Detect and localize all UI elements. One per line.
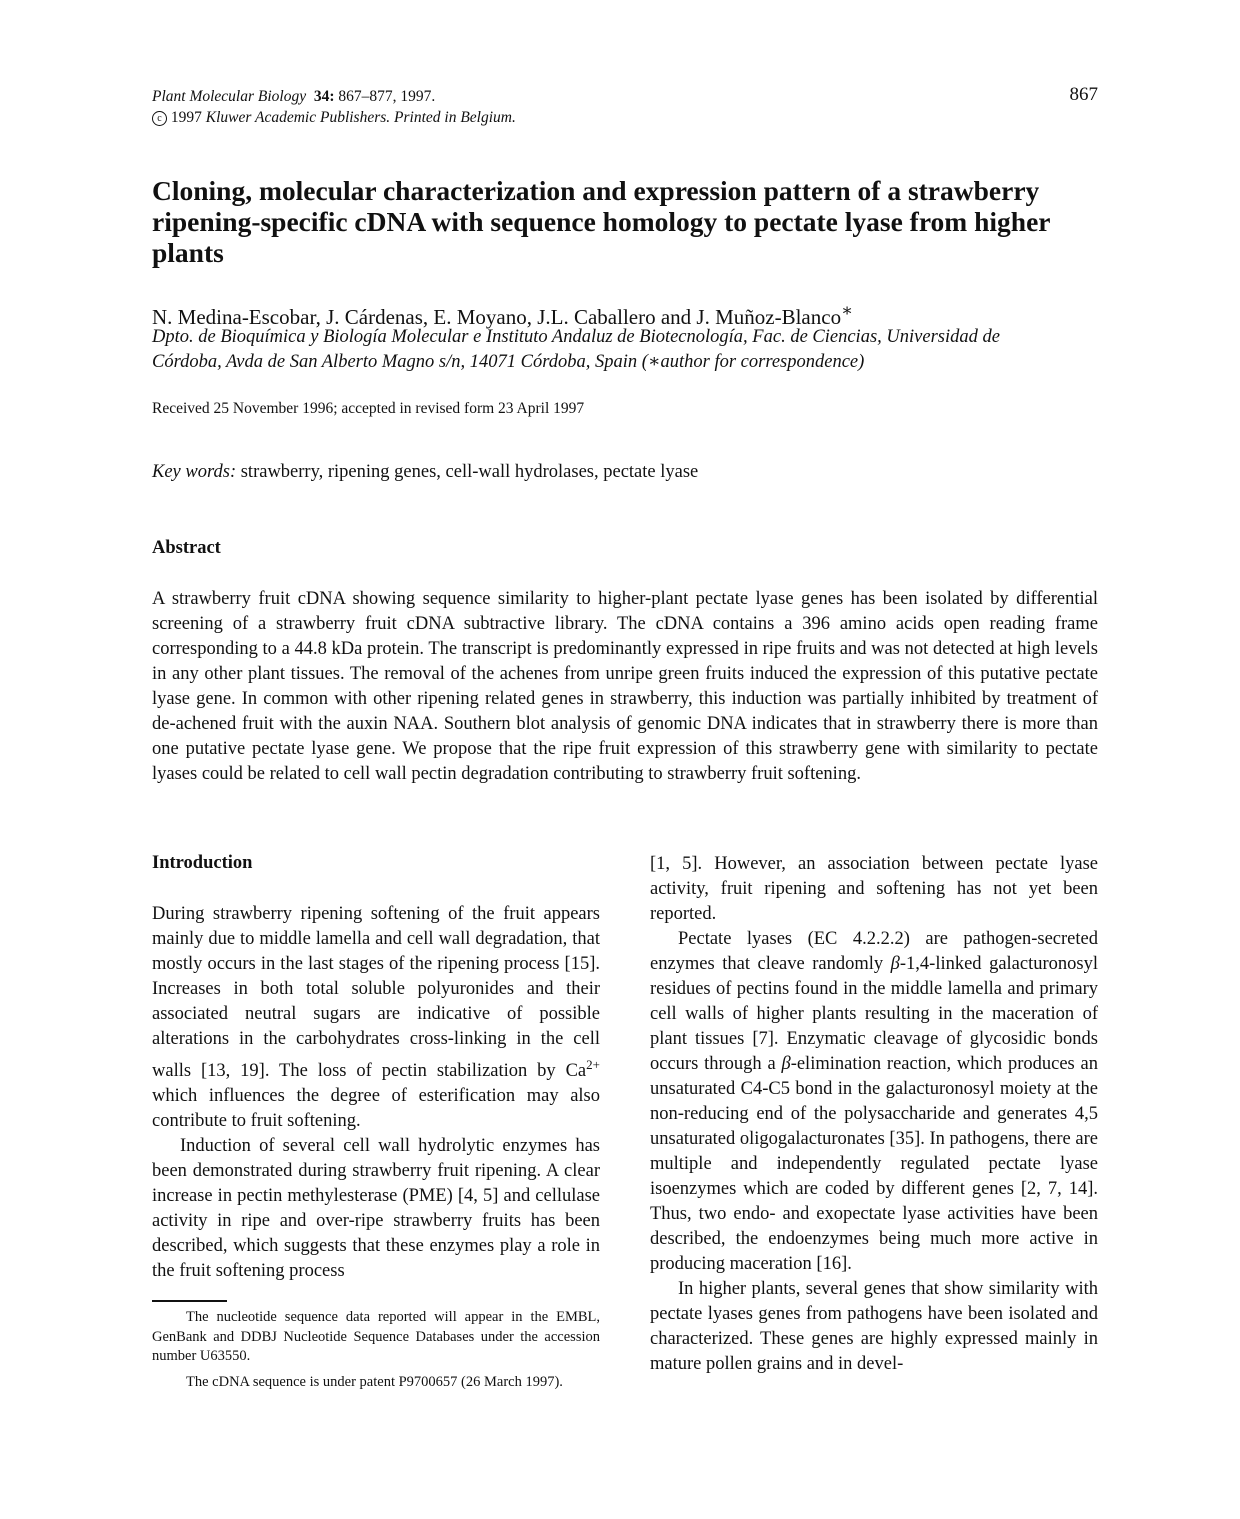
footnote-divider bbox=[152, 1300, 227, 1302]
keywords-label: Key words: bbox=[152, 462, 237, 482]
left-column bbox=[152, 902, 600, 1284]
beta-symbol: β bbox=[890, 954, 900, 974]
abstract-text: A strawberry fruit cDNA showing sequence similarity to higher-plant pectate lyase genes has been isolated by differential screening of a strawberry fruit cDNA subtractive library. The cDNA contains a 396 amino acids open reading frame corresponding to a 44.8 kDa protein. The transcript is predominantly expressed in ripe fruits and was not detected at high levels in any other plant tissues. The removal of the achenes from unripe green fruits induced the expression of this putative pectate lyase gene. In common with other ripening related genes in strawberry, this induction was partially inhibited by treatment of de-achened fruit with the auxin NAA. Southern blot analysis of genomic DNA indicates that in strawberry there is more than one putative pectate lyase gene. We propose that the ripe fruit expression of this strawberry gene with similarity to pectate lyases could be related to cell wall pectin degradation contributing to strawberry fruit softening. bbox=[152, 589, 1098, 784]
journal-name: Plant Molecular Biology bbox=[152, 88, 307, 105]
publisher: Kluwer Academic Publishers. Printed in Belgium. bbox=[205, 109, 516, 126]
affiliation-line-1: Dpto. de Bioquímica y Biología Molecular e Instituto Andaluz de Biotecnología, Fac. de Ciencias, Universidad de bbox=[152, 327, 1000, 347]
abstract-heading: Abstract bbox=[152, 538, 221, 558]
pages-year: 867–877, 1997. bbox=[334, 88, 436, 105]
citation-line bbox=[152, 86, 516, 107]
volume: 34: bbox=[313, 88, 335, 105]
beta-symbol: β bbox=[781, 1054, 791, 1074]
right-p2-text-b: -1,4-linked galacturonosyl residues of pectins found in the middle lamella and primary cell walls of higher plants resulting in the maceration of plant tissues [7]. Enzymatic cleavage of glycosidic bonds occurs through a bbox=[650, 954, 1098, 1074]
running-header bbox=[152, 86, 516, 128]
copyright-line bbox=[152, 107, 516, 128]
footnote-1: The nucleotide sequence data reported will appear in the EMBL, GenBank and DDBJ Nucleotide Sequence Databases under the accession number U63550. bbox=[152, 1309, 600, 1364]
calcium-charge: 2+ bbox=[586, 1057, 600, 1072]
keywords-text: strawberry, ripening genes, cell-wall hydrolases, pectate lyase bbox=[236, 462, 699, 482]
correspondence-mark: ∗ bbox=[841, 300, 853, 320]
affiliation bbox=[152, 325, 1098, 375]
affiliation-line-2: Córdoba, Avda de San Alberto Magno s/n, 14071 Córdoba, Spain (∗author for correspondence) bbox=[152, 352, 865, 372]
received-dates: Received 25 November 1996; accepted in revised form 23 April 1997 bbox=[152, 400, 585, 417]
right-paragraph-1: [1, 5]. However, an association between pectate lyase activity, fruit ripening and softening has not yet been reported. bbox=[650, 854, 1098, 924]
introduction-heading: Introduction bbox=[152, 853, 253, 873]
intro-p1-text-b: which influences the degree of esterification may also contribute to fruit softening. bbox=[152, 1086, 600, 1132]
right-p2-text-a: Pectate lyases (EC 4.2.2.2) are pathogen-secreted enzymes that cleave randomly bbox=[650, 929, 1098, 974]
authors-text: N. Medina-Escobar, J. Cárdenas, E. Moyano, J.L. Caballero and J. Muñoz-Blanco bbox=[152, 305, 842, 329]
copyright-year: 1997 bbox=[167, 109, 206, 126]
copyright-icon: c bbox=[152, 111, 167, 126]
keywords bbox=[152, 462, 698, 483]
footnote-2: The cDNA sequence is under patent P9700657 (26 March 1997). bbox=[186, 1373, 563, 1390]
right-column bbox=[650, 852, 1098, 1377]
page-number: 867 bbox=[1069, 84, 1098, 105]
footnotes bbox=[152, 1308, 600, 1398]
intro-paragraph-2: Induction of several cell wall hydrolytic enzymes has been demonstrated during strawberry fruit ripening. A clear increase in pectin methylesterase (PME) [4, 5] and cellulase activity in ripe and over-ripe strawberry fruits has been described, which suggests that these enzymes play a role in the fruit softening process bbox=[152, 1136, 600, 1282]
article-title: Cloning, molecular characterization and expression pattern of a strawberry ripening-specific cDNA with sequence homology to pectate lyase from higher plants bbox=[152, 175, 1050, 268]
right-paragraph-2 bbox=[650, 927, 1098, 1277]
intro-paragraph-1 bbox=[152, 902, 600, 1134]
right-paragraph-3: In higher plants, several genes that show similarity with pectate lyases genes from pathogens have been isolated and characterized. These genes are highly expressed mainly in mature pollen grains and in devel- bbox=[650, 1279, 1098, 1374]
intro-p1-text-a: During strawberry ripening softening of the fruit appears mainly due to middle lamella and cell wall degradation, that mostly occurs in the last stages of the ripening process [15]. Increases in both total soluble polyuronides and their associated neutral sugars are indicative of possible alterations in the carbohydrates cross-linking in the cell walls [13, 19]. The loss of pectin stabilization by Ca bbox=[152, 904, 600, 1082]
right-p2-text-c: -elimination reaction, which produces an unsaturated C4-C5 bond in the galacturonosyl moiety at the non-reducing end of the polysaccharide and generates 4,5 unsaturated oligogalacturonates [35]. In pathogens, there are multiple and independently regulated pectate lyase isoenzymes which are coded by different genes [2, 7, 14]. Thus, two endo- and exopectate lyase activities have been described, the endoenzymes being much more active in producing maceration [16]. bbox=[650, 1054, 1098, 1274]
